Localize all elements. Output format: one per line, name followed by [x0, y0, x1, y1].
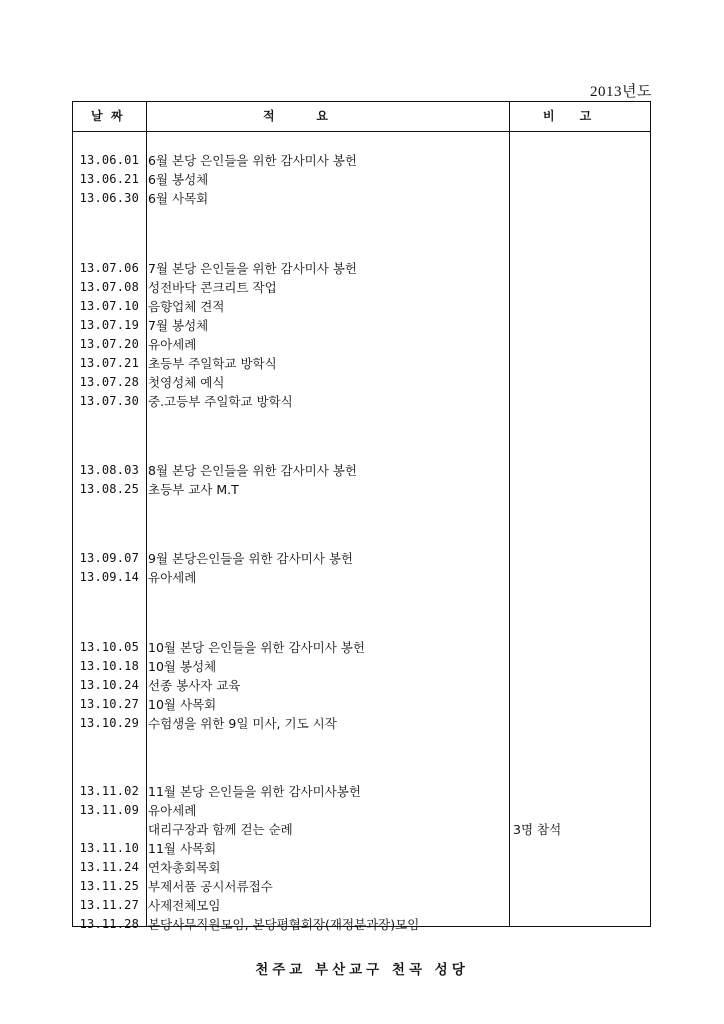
row-date: 13.07.19 [79, 318, 139, 332]
row-item: 7월 본당 은인들을 위한 감사미사 봉헌 [148, 261, 357, 276]
row-item: 11월 본당 은인들을 위한 감사미사봉헌 [148, 784, 361, 799]
row-item: 선종 봉사자 교육 [148, 678, 241, 693]
row-item: 유아세례 [148, 337, 197, 352]
row-item: 본당사무직원모임, 본당평협회장(재정분과장)모임 [148, 917, 420, 932]
table-row [73, 915, 650, 934]
row-date: 13.07.06 [79, 261, 139, 275]
table-row [73, 170, 650, 189]
table-row [73, 354, 650, 373]
row-date: 13.08.03 [79, 463, 139, 477]
table-row [73, 549, 650, 568]
row-item: 음향업체 견적 [148, 299, 225, 314]
row-date: 13.08.25 [79, 482, 139, 496]
row-date: 13.10.05 [79, 640, 139, 654]
table-row [73, 278, 650, 297]
table-row [73, 858, 650, 877]
row-date: 13.06.01 [79, 153, 139, 167]
row-date: 13.07.08 [79, 280, 139, 294]
row-date: 13.07.10 [79, 299, 139, 313]
row-date: 13.10.24 [79, 678, 139, 692]
table-row [73, 373, 650, 392]
table-row [73, 151, 650, 170]
row-date: 13.10.29 [79, 716, 139, 730]
row-item: 11월 사목회 [148, 841, 217, 856]
header-note: 비 고 [543, 109, 592, 123]
table-row [73, 714, 650, 733]
row-item: 수험생을 위한 9일 미사, 기도 시작 [148, 716, 337, 731]
row-item: 중.고등부 주일학교 방학식 [148, 394, 293, 409]
row-item: 유아세례 [148, 570, 197, 585]
row-item: 6월 사목회 [148, 191, 209, 206]
table-row [73, 877, 650, 896]
row-note: 3명 참석 [513, 822, 562, 837]
row-date: 13.10.27 [79, 697, 139, 711]
parish-footer: 천주교 부산교구 천곡 성당 [255, 962, 469, 978]
row-item: 유아세례 [148, 803, 197, 818]
table-row [73, 695, 650, 714]
row-item: 6월 봉성체 [148, 172, 209, 187]
table-row [73, 335, 650, 354]
table-row [73, 259, 650, 278]
table-row [73, 782, 650, 801]
row-item: 7월 봉성체 [148, 318, 209, 333]
row-item: 초등부 주일학교 방학식 [148, 356, 277, 371]
row-date: 13.07.21 [79, 356, 139, 370]
row-item: 6월 본당 은인들을 위한 감사미사 봉헌 [148, 153, 357, 168]
row-date: 13.07.20 [79, 337, 139, 351]
row-item: 부제서품 공시서류접수 [148, 879, 273, 894]
row-date: 13.11.10 [79, 841, 139, 855]
table-row [73, 638, 650, 657]
row-item: 8월 본당 은인들을 위한 감사미사 봉헌 [148, 463, 357, 478]
table-row [73, 801, 650, 820]
row-date: 13.06.21 [79, 172, 139, 186]
row-date: 13.07.28 [79, 375, 139, 389]
row-item: 9월 본당은인들을 위한 감사미사 봉헌 [148, 551, 353, 566]
row-item: 초등부 교사 M.T [148, 482, 239, 497]
table-row [73, 297, 650, 316]
row-item: 10월 사목회 [148, 697, 217, 712]
row-date: 13.11.27 [79, 898, 139, 912]
table-row [73, 896, 650, 915]
row-date: 13.10.18 [79, 659, 139, 673]
row-date: 13.09.14 [79, 570, 139, 584]
table-row [73, 839, 650, 858]
table-row [73, 480, 650, 499]
row-item: 연차총회목회 [148, 860, 221, 875]
table-row [73, 676, 650, 695]
row-item: 10월 본당 은인들을 위한 감사미사 봉헌 [148, 640, 365, 655]
table-row [73, 461, 650, 480]
row-date: 13.07.30 [79, 394, 139, 408]
row-date: 13.11.24 [79, 860, 139, 874]
row-item: 성전바닥 콘크리트 작업 [148, 280, 277, 295]
header-date: 날 짜 [91, 109, 123, 123]
row-date: 13.11.25 [79, 879, 139, 893]
table-row [73, 657, 650, 676]
table-header [73, 102, 650, 132]
table-row [73, 392, 650, 411]
row-date: 13.11.28 [79, 917, 139, 931]
row-item: 10월 봉성체 [148, 659, 217, 674]
row-item: 첫영성체 예식 [148, 375, 225, 390]
row-date: 13.06.30 [79, 191, 139, 205]
table-row [73, 316, 650, 335]
year-label: 2013년도 [590, 84, 652, 100]
ledger-table [72, 101, 651, 932]
table-row [73, 189, 650, 208]
row-date: 13.09.07 [79, 551, 139, 565]
row-item: 사제전체모임 [148, 898, 221, 913]
row-item: 대리구장과 함께 걷는 순례 [148, 822, 293, 837]
row-date: 13.11.02 [79, 784, 139, 798]
table-row [73, 820, 650, 839]
table-row [73, 568, 650, 587]
header-summary: 적 요 [263, 109, 328, 123]
row-date: 13.11.09 [79, 803, 139, 817]
